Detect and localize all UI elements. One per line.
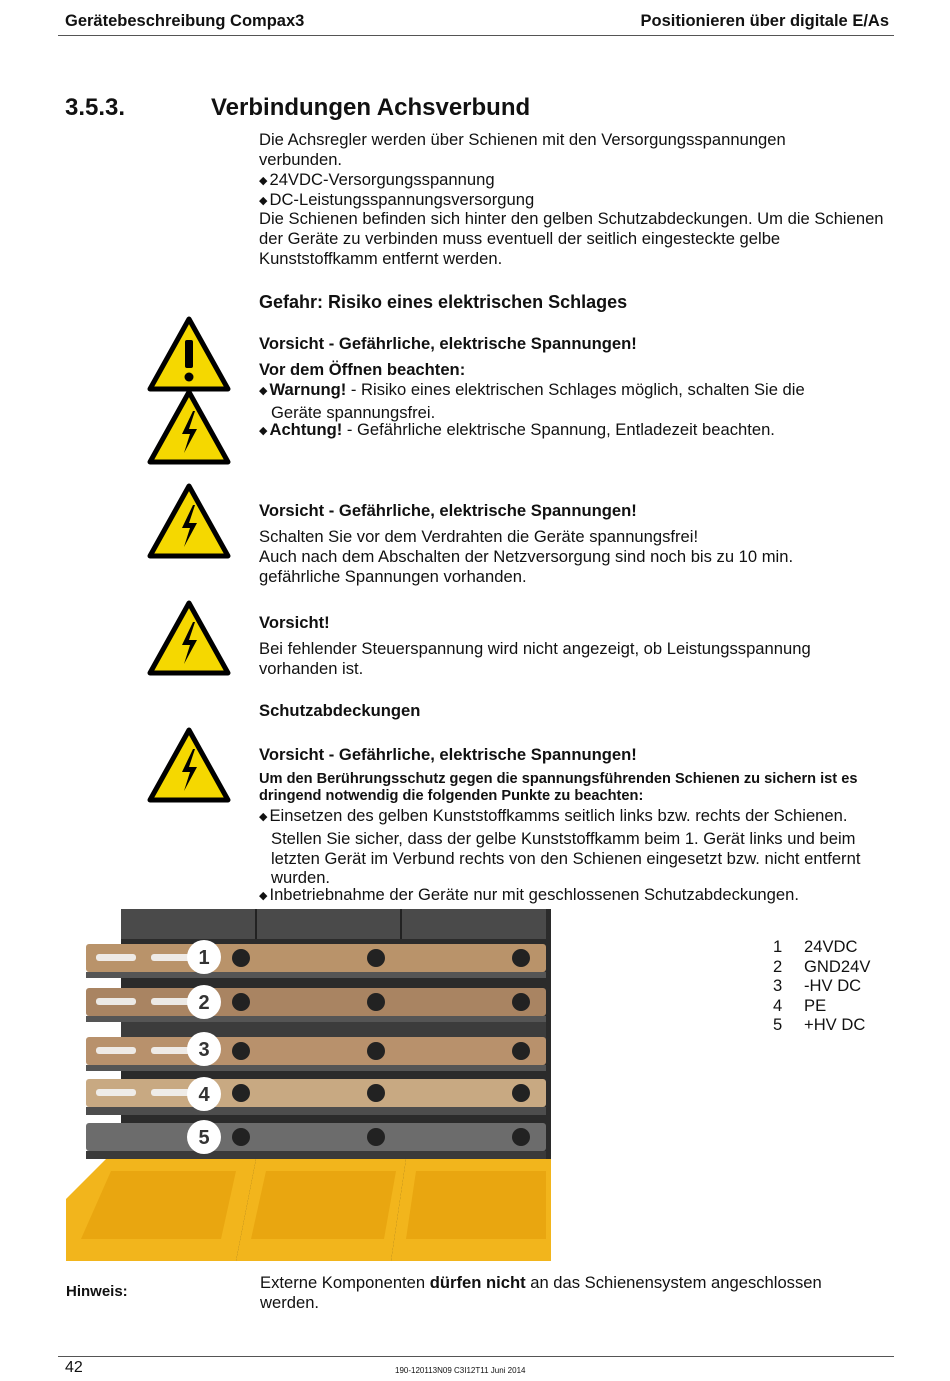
rail-5 <box>86 1123 546 1159</box>
intro-text-1: Die Achsregler werden über Schienen mit den Versorgungsspannungen verbunden. <box>259 130 786 169</box>
block4-title: Vorsicht - Gefährliche, elektrische Spannungen! <box>259 745 637 764</box>
general-warning-icon <box>147 316 231 392</box>
block3-title: Vorsicht! <box>259 613 330 632</box>
marker-5 <box>187 1120 221 1154</box>
header-left: Gerätebeschreibung Compax3 <box>65 12 305 30</box>
section-title: Verbindungen Achsverbund <box>211 94 531 121</box>
marker-4 <box>187 1077 221 1111</box>
legend-row: 2 GND24V <box>773 957 871 976</box>
danger-heading: Gefahr: Risiko eines elektrischen Schlages <box>259 292 628 312</box>
note-label: Hinweis: <box>66 1283 128 1300</box>
busbar-photo <box>66 909 551 1261</box>
intro-bullet-2: ◆ DC-Leistungsspannungsversorgung <box>259 190 535 209</box>
bullet-diamond-icon: ◆ <box>259 195 268 207</box>
block1-subtitle: Vor dem Öffnen beachten: <box>259 360 466 379</box>
electric-hazard-icon <box>147 483 231 559</box>
bullet-diamond-icon: ◆ <box>259 811 268 823</box>
marker-2 <box>187 985 221 1019</box>
svg-text:1: 1 <box>198 947 210 969</box>
bullet-diamond-icon: ◆ <box>259 425 268 437</box>
cover-heading: Schutzabdeckungen <box>259 701 421 720</box>
doc-id: 190-120113N09 C3I12T11 Juni 2014 <box>395 1366 526 1375</box>
marker-1 <box>187 940 221 974</box>
page-number: 42 <box>65 1359 83 1376</box>
svg-text:5: 5 <box>198 1127 210 1149</box>
block4-item-2: ◆ Inbetriebnahme der Geräte nur mit geschlossenen Schutzabdeckungen. <box>259 885 799 904</box>
electric-hazard-icon <box>147 727 231 803</box>
bullet-diamond-icon: ◆ <box>259 385 268 397</box>
note-text: Externe Komponenten dürfen nicht an das Schienensystem angeschlossen werden. <box>260 1273 822 1312</box>
header-right: Positionieren über digitale E/As <box>640 12 889 30</box>
legend-row: 3 -HV DC <box>773 976 862 995</box>
footer-rule <box>58 1356 894 1357</box>
block1-title: Vorsicht - Gefährliche, elektrische Spannungen! <box>259 334 637 353</box>
block4-item-1: ◆ Einsetzen des gelben Kunststoffkamms seitlich links bzw. rechts der Schienen. Stellen Sie sicher, dass der gelbe Kunststoffkamm beim 1. Gerät links und beim letzten Gerät im Verbund rechts von den Schienen eingesetzt bzw. nicht entfernt wurden. <box>259 806 861 888</box>
svg-text:3: 3 <box>198 1039 210 1061</box>
rail-4 <box>86 1079 546 1115</box>
legend-row: 5 +HV DC <box>773 1015 866 1034</box>
legend-row: 4 PE <box>773 996 827 1015</box>
electric-hazard-icon <box>147 600 231 676</box>
legend-row: 1 24VDC <box>773 937 858 956</box>
intro-text-2: Die Schienen befinden sich hinter den gelben Schutzabdeckungen. Um die Schienen der Geräte zu verbinden muss eventuell der seitlich eingesteckte gelbe Kunststoffkamm entfernt werden. <box>259 209 884 268</box>
marker-3 <box>187 1032 221 1066</box>
svg-text:2: 2 <box>198 992 210 1014</box>
yellow-covers <box>66 1159 551 1261</box>
block2-title: Vorsicht - Gefährliche, elektrische Spannungen! <box>259 501 637 520</box>
svg-text:4: 4 <box>198 1084 210 1106</box>
section-number: 3.5.3. <box>65 94 126 121</box>
block2-line-2: Auch nach dem Abschalten der Netzversorgung sind noch bis zu 10 min. gefährliche Spannungen vorhanden. <box>259 547 794 586</box>
bullet-diamond-icon: ◆ <box>259 890 268 902</box>
block3-text: Bei fehlender Steuerspannung wird nicht angezeigt, ob Leistungsspannung vorhanden ist. <box>259 639 811 678</box>
block4-intro: Um den Berührungsschutz gegen die spannungsführenden Schienen zu sichern ist es dringend notwendig die folgenden Punkte zu beachten: <box>259 771 858 804</box>
header-rule <box>58 35 894 36</box>
block1-item-2: ◆ Achtung! - Gefährliche elektrische Spannung, Entladezeit beachten. <box>259 420 775 439</box>
block2-line-1: Schalten Sie vor dem Verdrahten die Geräte spannungsfrei! <box>259 527 699 546</box>
electric-hazard-icon <box>147 389 231 465</box>
intro-bullet-1: ◆ 24VDC-Versorgungsspannung <box>259 170 495 189</box>
block1-item-1: ◆ Warnung! - Risiko eines elektrischen Schlages möglich, schalten Sie die Geräte spannungsfrei. <box>259 380 805 422</box>
bullet-diamond-icon: ◆ <box>259 175 268 187</box>
